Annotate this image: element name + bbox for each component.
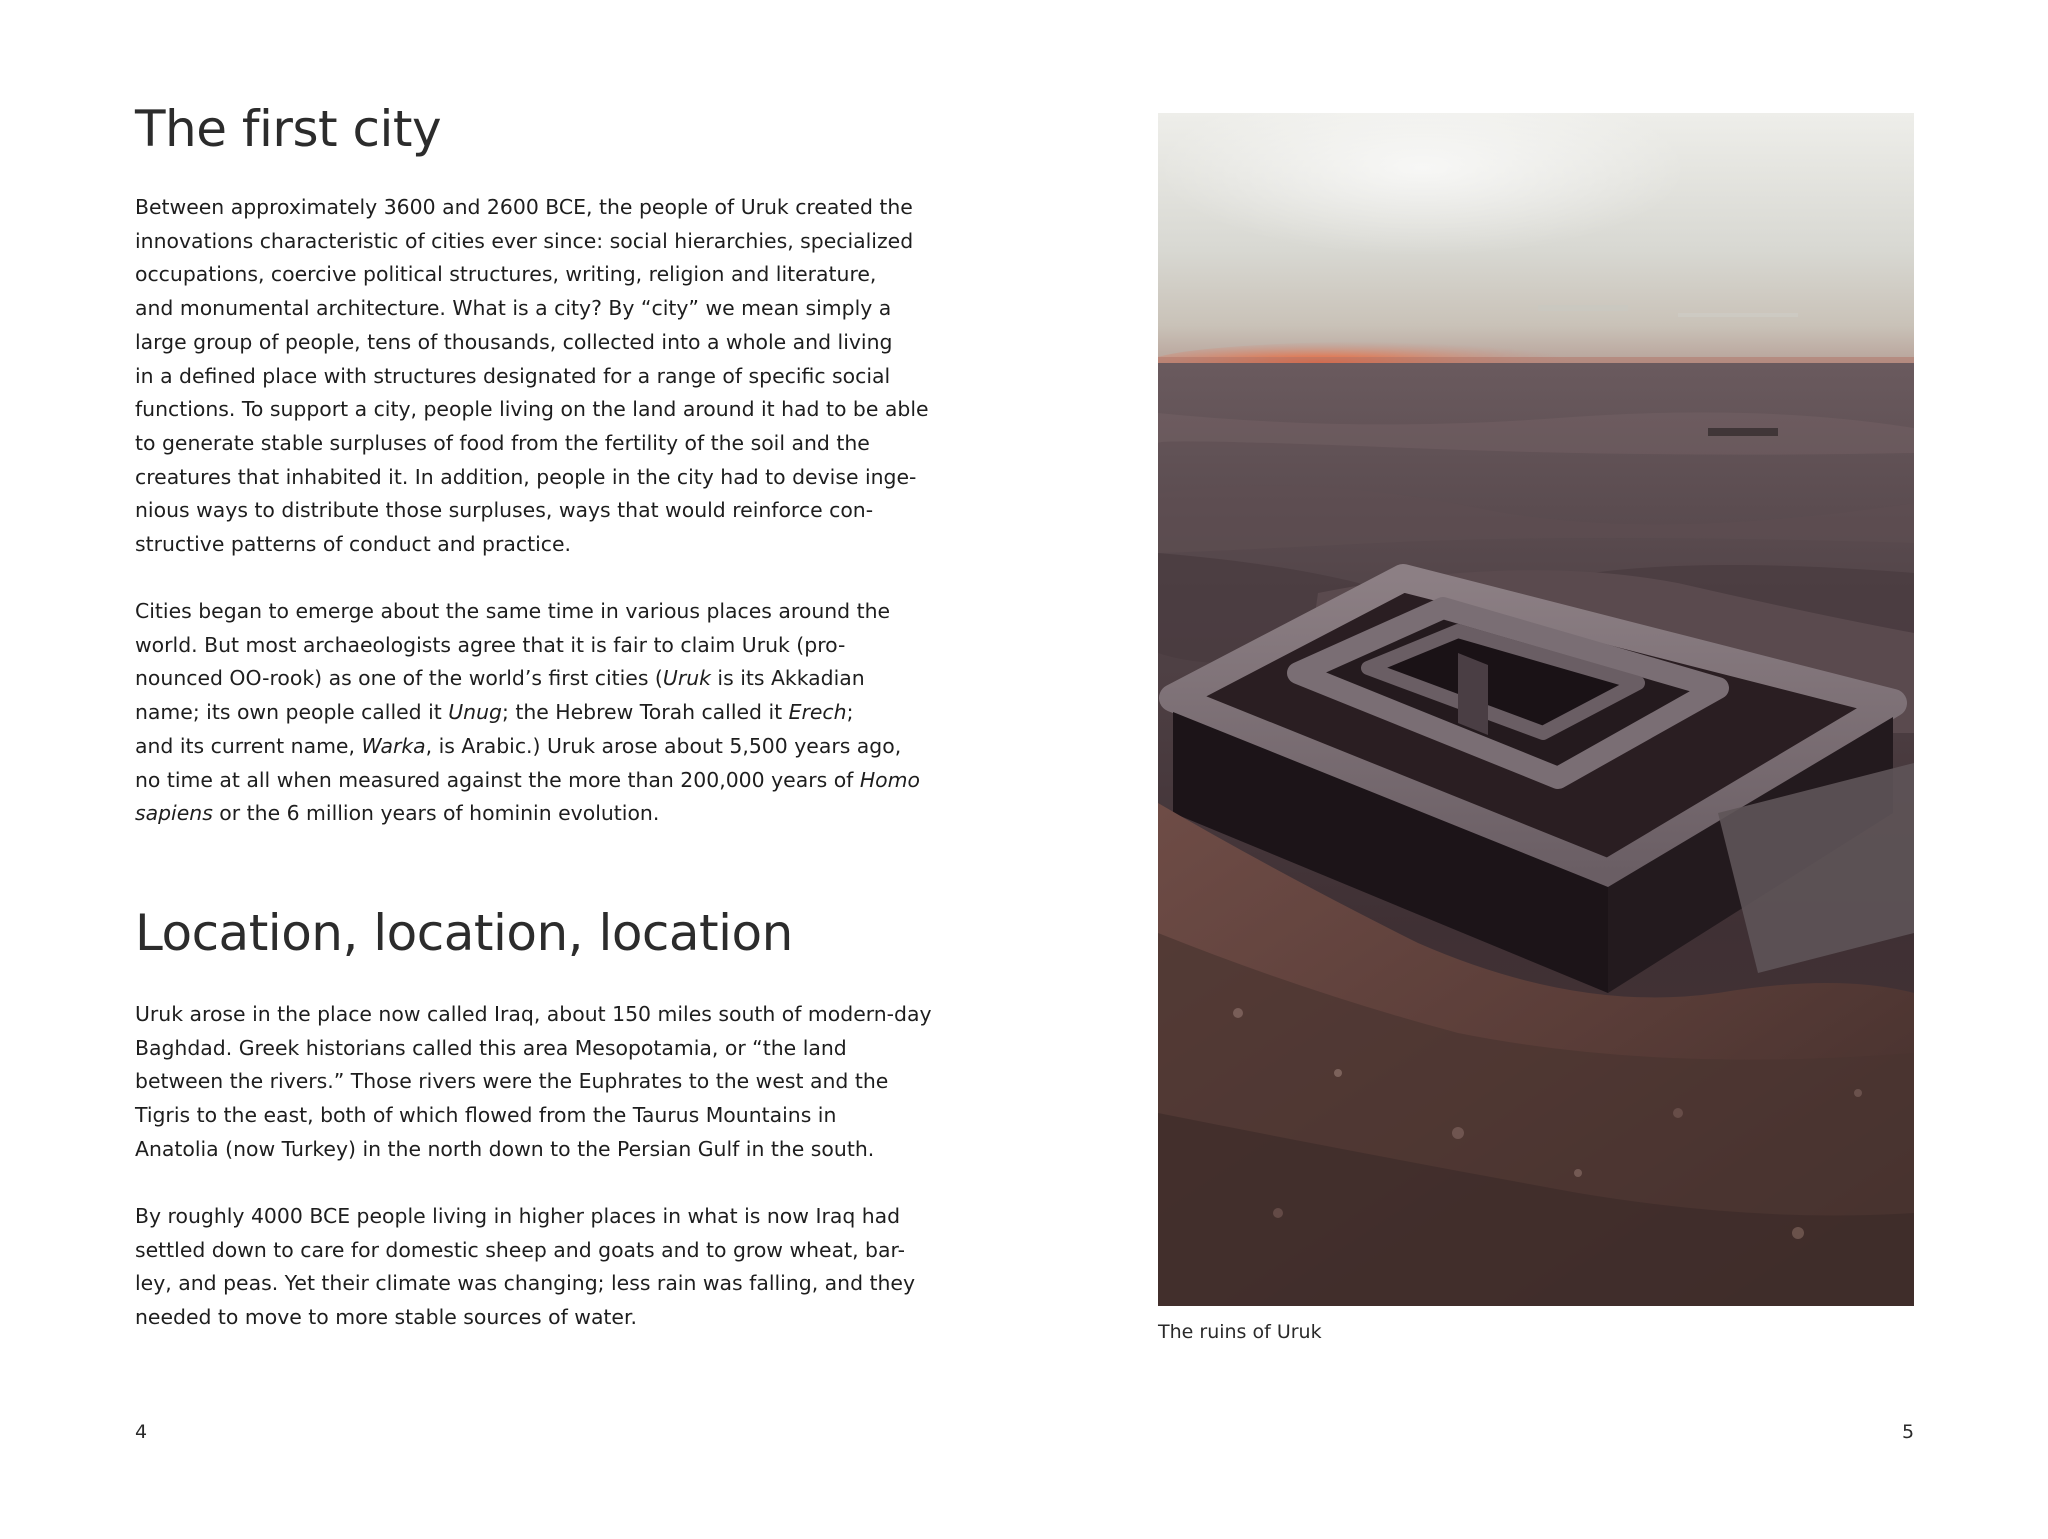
text-line: needed to move to more stable sources of water. — [135, 1305, 637, 1330]
text-line: and monumental architecture. What is a city? By “city” we mean simply a — [135, 296, 892, 321]
text-line: Between approximately 3600 and 2600 BCE, the people of Uruk created the — [135, 195, 913, 219]
italic-term: Warka — [361, 733, 426, 758]
text-line: Cities began to emerge about the same time in various places around the — [135, 599, 891, 623]
text-line: creatures that inhabited it. In addition, people in the city had to devise inge- — [135, 464, 917, 489]
italic-term: Erech — [788, 700, 847, 725]
text-line: no time at all when measured against the more than 200,000 years of Homo — [135, 767, 920, 792]
heading-location: Location, location, location — [135, 904, 793, 962]
text-line: Baghdad. Greek historians called this area Mesopotamia, or “the land — [135, 1035, 847, 1060]
text-line: sapiens or the 6 million years of hominin evolution. — [135, 801, 660, 826]
paragraph-settlement — [135, 1200, 916, 1335]
text-line: to generate stable surpluses of food from the fertility of the soil and the — [135, 430, 870, 455]
italic-term: Homo — [859, 767, 920, 792]
italic-term: sapiens — [135, 801, 213, 826]
text-line: ley, and peas. Yet their climate was changing; less rain was falling, and they — [135, 1271, 916, 1296]
italic-term: Unug — [448, 700, 502, 725]
text-line: Anatolia (now Turkey) in the north down to the Persian Gulf in the south. — [135, 1136, 875, 1161]
text-line: Tigris to the east, both of which flowed from the Taurus Mountains in — [135, 1103, 837, 1128]
text-line: occupations, coercive political structures, writing, religion and literature, — [135, 262, 877, 287]
text-line: Uruk arose in the place now called Iraq, about 150 miles south of modern-day — [135, 1002, 932, 1026]
text-line: nounced OO-rook) as one of the world’s first cities (Uruk is its Akkadian — [135, 666, 865, 691]
page-number-left: 4 — [135, 1421, 148, 1443]
paragraph-location — [135, 998, 932, 1167]
text-line: in a defined place with structures designated for a range of specific social — [135, 363, 891, 388]
paragraph-first-city — [135, 191, 929, 562]
text-line: settled down to care for domestic sheep and goats and to grow wheat, bar- — [135, 1237, 905, 1262]
uruk-ruins-photo — [1158, 113, 1914, 1306]
text-line: large group of people, tens of thousands, collected into a whole and living — [135, 329, 893, 354]
text-line: name; its own people called it Unug; the Hebrew Torah called it Erech; — [135, 700, 854, 725]
page-number-right: 5 — [1902, 1421, 1915, 1443]
text-line: between the rivers.” Those rivers were the Euphrates to the west and the — [135, 1069, 889, 1094]
heading-first-city: The first city — [135, 100, 442, 158]
figure-caption: The ruins of Uruk — [1158, 1321, 1322, 1343]
text-line: world. But most archaeologists agree that it is fair to claim Uruk (pro- — [135, 632, 846, 657]
italic-term: Uruk — [662, 666, 711, 691]
paragraph-cities-emerge — [135, 595, 920, 831]
text-line: and its current name, Warka, is Arabic.) Uruk arose about 5,500 years ago, — [135, 733, 902, 758]
text-line: By roughly 4000 BCE people living in higher places in what is now Iraq had — [135, 1204, 901, 1228]
text-line: innovations characteristic of cities ever since: social hierarchies, specialized — [135, 228, 914, 253]
text-line: nious ways to distribute those surpluses, ways that would reinforce con- — [135, 498, 874, 523]
text-line: functions. To support a city, people living on the land around it had to be able — [135, 397, 929, 422]
text-line: structive patterns of conduct and practice. — [135, 532, 571, 557]
